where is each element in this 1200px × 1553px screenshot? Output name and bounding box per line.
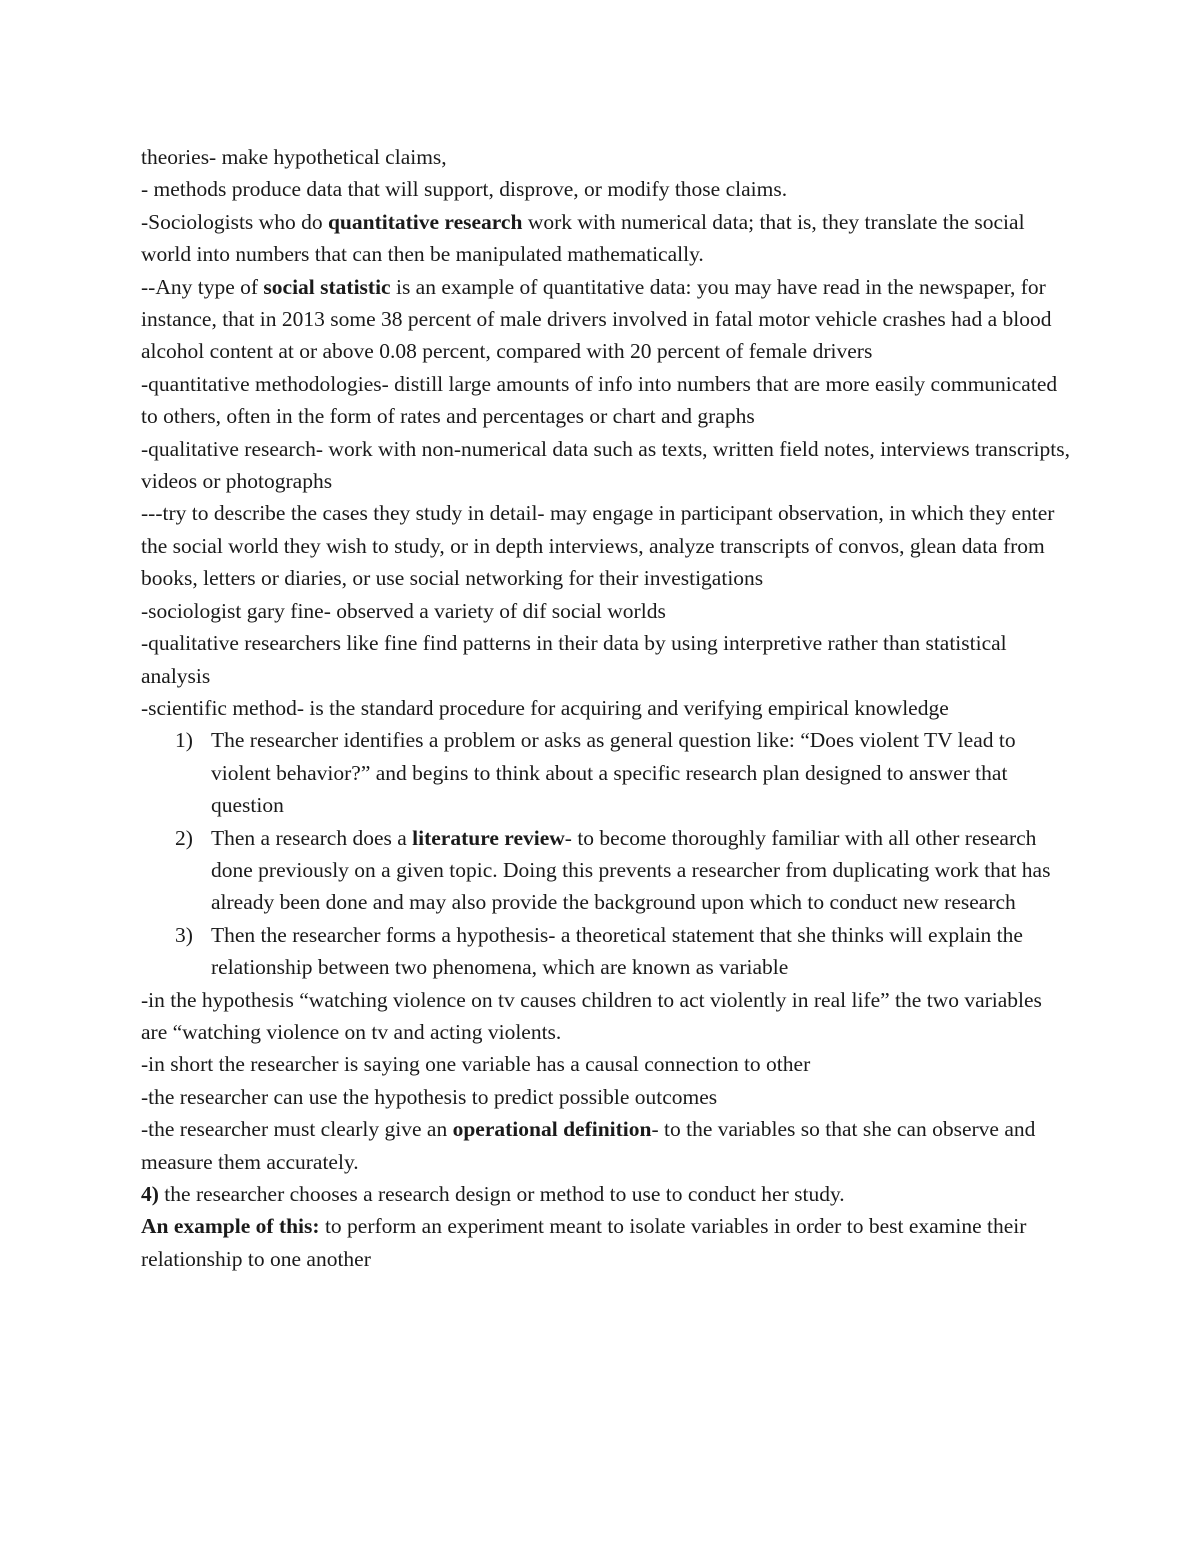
document-page [141, 141, 1071, 1275]
scientific-method-steps [141, 724, 1071, 983]
list-item-text: Then the researcher forms a hypothesis- a theoretical statement that she thinks will explain the relationship between two phenomena, which are known as variable [211, 922, 1023, 980]
paragraph-quantitative-research [141, 206, 1071, 271]
term-quantitative-research: quantitative research [327, 209, 523, 234]
paragraph-causal-connection: -in short the researcher is saying one variable has a causal connection to other [141, 1052, 811, 1077]
paragraph-step-4 [141, 1178, 1071, 1210]
paragraph-operational-definition [141, 1113, 1071, 1178]
paragraph-quantitative-methodologies: -quantitative methodologies- distill large amounts of info into numbers that are more easily communicated to others, often in the form of rates and percentages or chart and graphs [141, 371, 1058, 429]
list-number: 3) [175, 922, 193, 947]
text: -Sociologists who do [141, 209, 328, 234]
text: -the researcher must clearly give an [141, 1117, 453, 1142]
text: to perform an experiment meant to isolate variables in order to best examine their relationship to one another [141, 1214, 1027, 1271]
list-item-text: The researcher identifies a problem or asks as general question like: “Does violent TV lead to violent behavior?” and begins to think about a specific research plan designed to answer that question [211, 728, 1016, 818]
term-literature-review: literature review [412, 825, 565, 850]
paragraph-scientific-method: -scientific method- is the standard procedure for acquiring and verifying empirical knowledge [141, 695, 949, 720]
text: - to the variables so that she can observe and measure them accurately. [141, 1117, 1036, 1174]
text: work with numerical data; that is, they translate the social world into numbers that can then be manipulated mathematically. [141, 209, 1025, 267]
example-label: An example of this: [141, 1214, 320, 1239]
text: the researcher chooses a research design or method to use to conduct her study. [158, 1182, 845, 1206]
text: Then a research does a [211, 825, 413, 850]
text: is an example of quantitative data: you may have read in the newspaper, for instance, that in 2013 some 38 percent of male drivers involved in fatal motor vehicle crashes had a blood alcohol content at or above 0.08 percent, compared with 20 percent of female drivers [141, 274, 1052, 364]
text: - to become thoroughly familiar with all other research done previously on a given topic. Doing this prevents a researcher from duplicating work that has already been done and may also provide the background upon which to conduct new research [211, 825, 1051, 915]
paragraph-example [141, 1210, 1071, 1275]
paragraph-social-statistic [141, 271, 1071, 368]
term-operational-definition: operational definition [452, 1117, 652, 1142]
paragraph-hypothesis-example: -in the hypothesis “watching violence on tv causes children to act violently in real life” the two variables are “watching violence on tv and acting violents. [141, 987, 1042, 1044]
paragraph-methods: - methods produce data that will support, disprove, or modify those claims. [141, 177, 788, 202]
paragraph-predict-outcomes: -the researcher can use the hypothesis to predict possible outcomes [141, 1084, 718, 1109]
paragraph-theories: theories- make hypothetical claims, [141, 145, 447, 169]
list-item [141, 919, 1071, 984]
step-number: 4) [141, 1182, 159, 1206]
list-item [141, 822, 1071, 919]
term-social-statistic: social statistic [263, 274, 391, 299]
paragraph-gary-fine: -sociologist gary fine- observed a variety of dif social worlds [141, 598, 666, 623]
list-number: 2) [175, 825, 193, 850]
text: --Any type of [141, 274, 264, 299]
list-item [141, 724, 1071, 821]
paragraph-describe-cases: ---try to describe the cases they study in detail- may engage in participant observation, in which they enter the social world they wish to study, or in depth interviews, analyze transcripts of convos, glean data from books, letters or diaries, or use social networking for their investigations [141, 501, 1055, 591]
paragraph-interpretive-analysis: -qualitative researchers like fine find patterns in their data by using interpretive rather than statistical analysis [141, 631, 1007, 688]
paragraph-qualitative-research: -qualitative research- work with non-numerical data such as texts, written field notes, interviews transcripts, videos or photographs [141, 436, 1070, 494]
list-number: 1) [175, 728, 193, 753]
